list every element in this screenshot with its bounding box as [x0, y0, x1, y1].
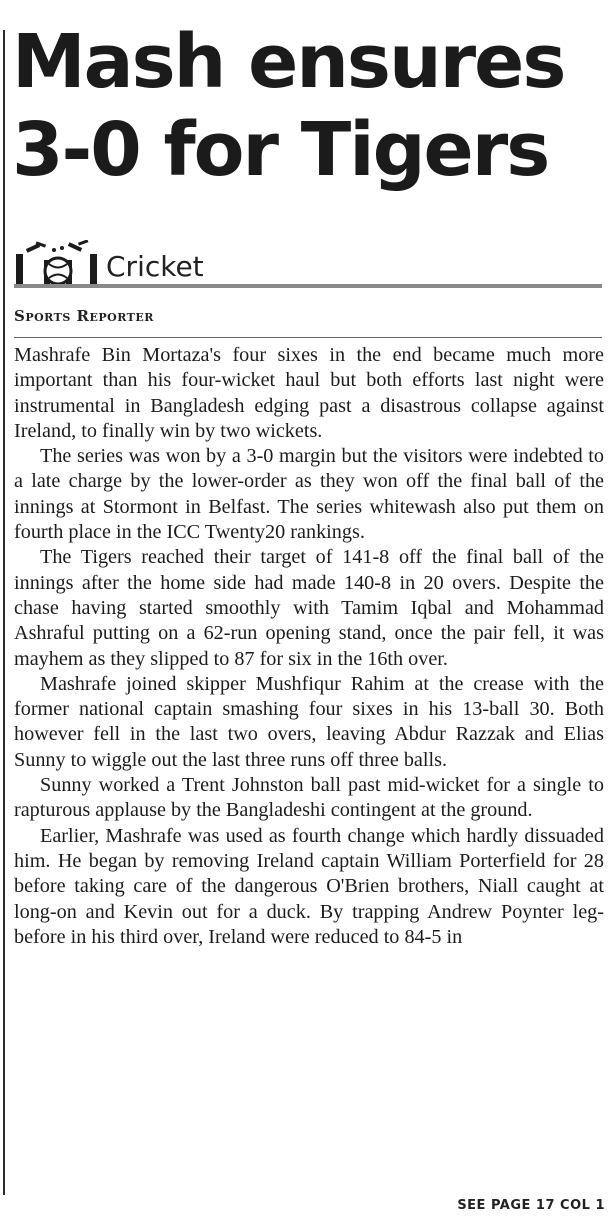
paragraph-1: Mashrafe Bin Mortaza's four sixes in the end became much more important than his four-wicket haul but both efforts last night were instrumental in Bangladesh edging past a disastrous collapse against Ireland, to finally win by two wickets. — [14, 344, 604, 442]
paragraph-2: The series was won by a 3-0 margin but the visitors were indebted to a late charge by the lower-order as they won off the final ball of the innings at Stormont in Belfast. The series whitewash also put them on fourth place in the ICC Twenty20 rankings. — [14, 445, 604, 544]
headline-line-2: 3-0 for Tigers — [12, 107, 549, 193]
byline-rule — [14, 337, 602, 338]
article-body — [14, 343, 604, 950]
byline: Sports Reporter — [14, 307, 154, 325]
continuation-reference: SEE PAGE 17 COL 1 — [457, 1198, 605, 1213]
cricket-icon — [14, 240, 102, 284]
headline-line-1: Mash ensures — [12, 19, 565, 105]
section-kicker — [14, 238, 602, 284]
headline — [12, 18, 612, 194]
column-rule — [3, 30, 5, 1195]
paragraph-3: The Tigers reached their target of 141-8 off the final ball of the innings after the home side had made 140-8 in 20 overs. Despite the chase having started smoothly with Tamim Iqbal and Mohammad Ashraful putting on a 62-run opening stand, once the pair fell, it was mayhem as they slipped to 87 for six in the 16th over. — [14, 546, 604, 670]
section-label: Cricket — [106, 250, 204, 283]
paragraph-5: Sunny worked a Trent Johnston ball past mid-wicket for a single to rapturous applause by the Bangladeshi contingent at the ground. — [14, 774, 604, 822]
paragraph-4: Mashrafe joined skipper Mushfiqur Rahim at the crease with the former national captain smashing four sixes in his 13-ball 30. Both however fell in the last two overs, leaving Abdur Razzak and Elias Sunny to wiggle out the last three runs off three balls. — [14, 672, 604, 771]
section-rule — [14, 284, 602, 288]
paragraph-6: Earlier, Mashrafe was used as fourth change which hardly dissuaded him. He began by removing Ireland captain William Porterfield for 28 before taking care of the dangerous O'Brien brothers, Niall caught at long-on and Kevin out for a duck. By trapping Andrew Poynter leg-before in his third over, Ireland were reduced to 84-5 in — [14, 824, 604, 948]
